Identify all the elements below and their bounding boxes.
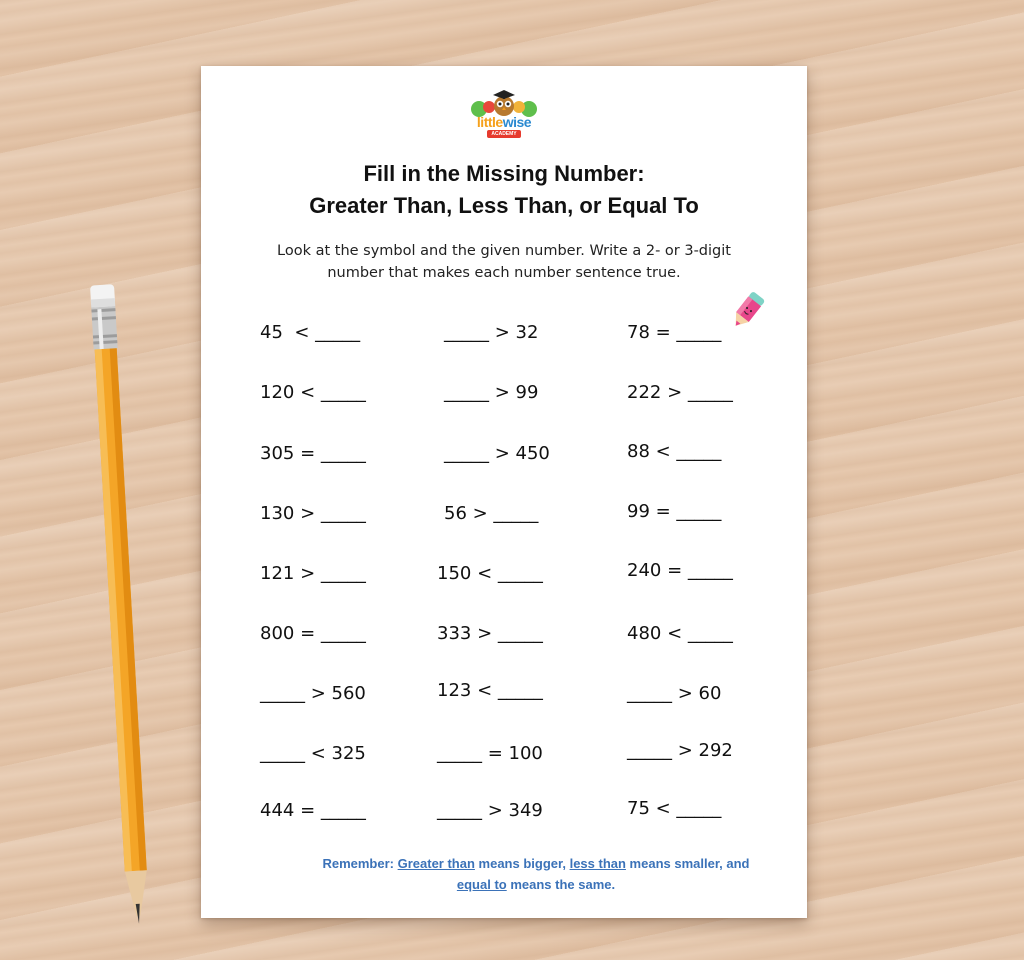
- title-line-1: Fill in the Missing Number:: [363, 161, 645, 186]
- academy-logo: [469, 87, 539, 143]
- problem-c3-r4: 99 = _____: [627, 501, 722, 522]
- problem-c1-r3: 305 = _____: [260, 443, 366, 464]
- problem-c2-r5: 150 < _____: [437, 563, 543, 584]
- problem-c2-r4: 56 > _____: [444, 503, 539, 524]
- worksheet-title: [201, 158, 807, 222]
- note-prefix: Remember:: [322, 856, 398, 871]
- problem-c1-r5: 121 > _____: [260, 563, 366, 584]
- problem-c1-r4: 130 > _____: [260, 503, 366, 524]
- problem-c1-r9: 444 = _____: [260, 800, 366, 821]
- problem-c3-r8: _____ > 292: [627, 740, 733, 761]
- note-less-than: less than: [569, 856, 626, 871]
- pink-pencil-icon: [725, 288, 771, 332]
- reminder-note: [301, 853, 771, 895]
- problem-c3-r1: 78 = _____: [627, 322, 722, 343]
- instructions-text: Look at the symbol and the given number. Write a 2- or 3-digit number that makes each number sentence true.: [277, 243, 731, 281]
- problem-c2-r7: 123 < _____: [437, 680, 543, 701]
- worksheet-paper: [201, 66, 807, 918]
- note-end: means the same.: [506, 877, 616, 892]
- problem-c3-r6: 480 < _____: [627, 623, 733, 644]
- problem-c2-r1: _____ > 32: [444, 322, 539, 343]
- note-greater-than: Greater than: [397, 856, 475, 871]
- note-mid-1: means bigger,: [474, 856, 570, 871]
- logo-word-wise: wise: [502, 114, 532, 130]
- problem-c3-r2: 222 > _____: [627, 382, 733, 403]
- problem-c1-r7: _____ > 560: [260, 683, 366, 704]
- problem-c1-r6: 800 = _____: [260, 623, 366, 644]
- problem-c3-r3: 88 < _____: [627, 441, 722, 462]
- problem-c2-r3: _____ > 450: [444, 443, 550, 464]
- logo-wordmark: [469, 114, 539, 130]
- note-equal-to: equal to: [456, 877, 507, 892]
- title-line-2: Greater Than, Less Than, or Equal To: [309, 193, 699, 218]
- problem-c2-r9: _____ > 349: [437, 800, 543, 821]
- problem-c3-r9: 75 < _____: [627, 798, 722, 819]
- problem-c1-r1: 45 < _____: [260, 322, 361, 343]
- logo-subtitle: ACADEMY: [487, 130, 521, 138]
- owl-icon: [469, 87, 539, 117]
- problem-c2-r6: 333 > _____: [437, 623, 543, 644]
- logo-word-little: little: [476, 114, 503, 130]
- problem-c2-r8: _____ = 100: [437, 743, 543, 764]
- problem-c1-r8: _____ < 325: [260, 743, 366, 764]
- note-mid-2: means smaller, and: [625, 856, 750, 871]
- problem-c2-r2: _____ > 99: [444, 382, 539, 403]
- problem-c3-r5: 240 = _____: [627, 560, 733, 581]
- problem-c3-r7: _____ > 60: [627, 683, 722, 704]
- problem-c1-r2: 120 < _____: [260, 382, 366, 403]
